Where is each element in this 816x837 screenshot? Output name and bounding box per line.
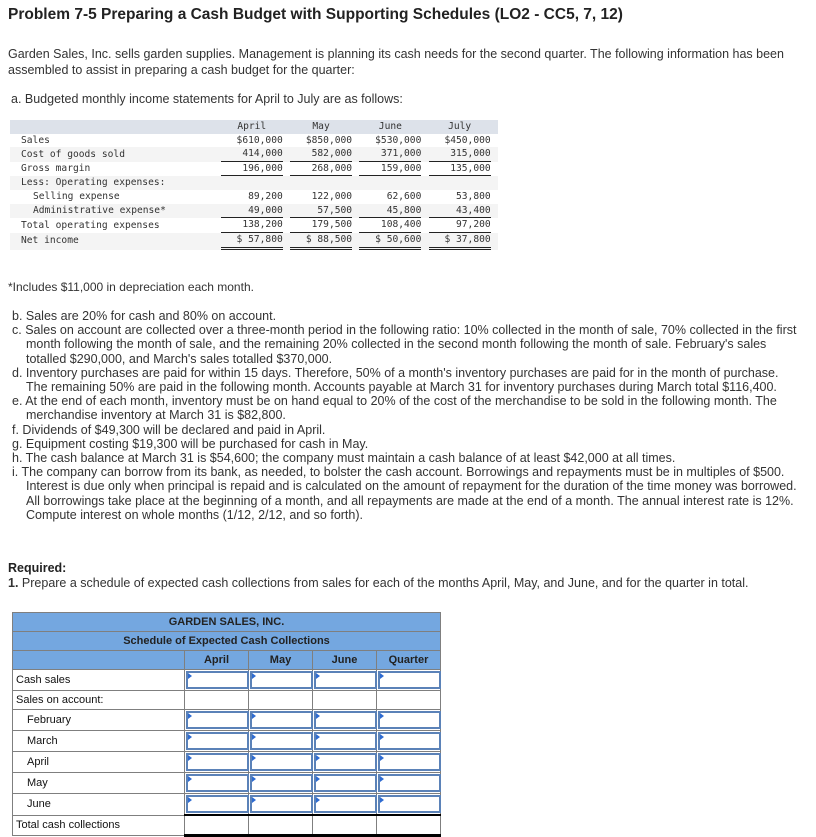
cell-value: $530,000 <box>375 134 422 146</box>
row-label: Administrative expense* <box>10 204 221 219</box>
cell-value: 53,800 <box>456 190 491 202</box>
april-may-input[interactable] <box>250 753 313 771</box>
table-row <box>10 190 498 204</box>
col-header: June <box>378 121 402 132</box>
schedule-title: Schedule of Expected Cash Collections <box>13 632 441 651</box>
table-row <box>10 218 498 233</box>
row-label: May <box>13 773 185 794</box>
row-label: Sales <box>21 134 50 146</box>
total-quarter-cell <box>377 815 441 836</box>
row-label: Cash sales <box>13 670 185 691</box>
income-statement-table <box>10 120 498 250</box>
cell-value: 371,000 <box>359 147 421 162</box>
february-april-input[interactable] <box>186 711 249 729</box>
cell-value: 414,000 <box>221 147 283 162</box>
item-i: i. The company can borrow from its bank, as needed, to bolster the cash account. Borrowings and repayments must be in multiples of $500. Interest is due only when principal is repaid and is calculated on the amount of repayment for the duration of the time money was borrowed. All borrowings take place at the beginning of a month, and all repayments are made at the end of a month. The annual interest rate is 12%. Compute interest on whole months (1/12, 2/12, and so forth). <box>12 465 797 522</box>
cell-value: 159,000 <box>359 162 421 177</box>
row-label: February <box>13 710 185 731</box>
table-row <box>13 670 441 691</box>
col-header: April <box>237 121 267 132</box>
cell-value: 196,000 <box>221 162 283 177</box>
cell-value: 179,500 <box>290 218 352 233</box>
col-header: May <box>312 121 330 132</box>
col-header-may: May <box>249 651 313 670</box>
schedule-company: GARDEN SALES, INC. <box>13 613 441 632</box>
cell-value: 57,500 <box>290 204 352 219</box>
cell-value: 268,000 <box>290 162 352 177</box>
march-june-input[interactable] <box>314 732 377 750</box>
march-may-input[interactable] <box>250 732 313 750</box>
cell-value: 315,000 <box>429 147 491 162</box>
march-april-input[interactable] <box>186 732 249 750</box>
june-april-input[interactable] <box>186 795 249 813</box>
table-row <box>13 752 441 773</box>
march-quarter-input[interactable] <box>378 732 441 750</box>
item-a-text: a. Budgeted monthly income statements for April to July are as follows: <box>11 92 403 106</box>
table-row-total <box>13 815 441 836</box>
intro-paragraph: Garden Sales, Inc. sells garden supplies. Management is planning its cash needs for the second quarter. The following information has been assembled to assist in preparing a cash budget for the quarter: <box>8 47 784 77</box>
item-h: h. The cash balance at March 31 is $54,600; the company must maintain a cash balance of at least $42,000 at all times. <box>12 451 676 466</box>
required-1-number: 1. <box>8 576 19 590</box>
february-may-input[interactable] <box>250 711 313 729</box>
item-c: c. Sales on account are collected over a three-month period in the following ratio: 10% collected in the month of sale, 70% collected in the first month following the month of sale, and the remaining 20% collected in the second month following the month of sale. February's sales totalled $290,000, and March's sales totalled $370,000. <box>12 323 797 366</box>
col-header-quarter: Quarter <box>377 651 441 670</box>
row-label: Cost of goods sold <box>10 147 221 162</box>
row-label: Selling expense <box>33 190 120 202</box>
page-title: Problem 7-5 Preparing a Cash Budget with Supporting Schedules (LO2 - CC5, 7, 12) <box>8 6 623 23</box>
row-label: Sales on account: <box>13 691 185 710</box>
cell-value: $850,000 <box>305 134 353 146</box>
cell-value: $ 57,800 <box>221 233 283 250</box>
total-may-cell <box>249 815 313 836</box>
problem-items-list <box>8 309 803 522</box>
table-row <box>10 147 498 162</box>
cell-value: 49,000 <box>221 204 283 219</box>
table-row <box>13 710 441 731</box>
schedule-column-header-row <box>13 651 441 670</box>
february-june-input[interactable] <box>314 711 377 729</box>
april-april-input[interactable] <box>186 753 249 771</box>
row-label: Total operating expenses <box>21 219 160 231</box>
required-1-text: Prepare a schedule of expected cash collections from sales for each of the months April, May, and June, and for the quarter in total. <box>18 576 749 590</box>
cell-value: 89,200 <box>248 190 283 202</box>
june-may-input[interactable] <box>250 795 313 813</box>
table-row <box>13 731 441 752</box>
may-april-input[interactable] <box>186 774 249 792</box>
row-label: April <box>13 752 185 773</box>
table-row <box>13 691 441 710</box>
cell-value: $ 37,800 <box>429 233 491 250</box>
required-1 <box>8 576 748 590</box>
may-may-input[interactable] <box>250 774 313 792</box>
table-row <box>13 794 441 816</box>
cell-value: 122,000 <box>311 190 353 202</box>
table-row <box>10 134 498 148</box>
may-june-input[interactable] <box>314 774 377 792</box>
item-b: b. Sales are 20% for cash and 80% on account. <box>12 309 277 323</box>
total-april-cell <box>185 815 249 836</box>
row-label: March <box>13 731 185 752</box>
required-heading: Required: <box>8 561 67 575</box>
income-statement-header-row <box>10 120 498 134</box>
june-june-input[interactable] <box>314 795 377 813</box>
item-g: g. Equipment costing $19,300 will be purchased for cash in May. <box>12 436 369 451</box>
cell-value: $ 88,500 <box>290 233 352 250</box>
schedule-title-row <box>13 632 441 651</box>
cell-value: 97,200 <box>429 218 491 233</box>
cell-value: 45,800 <box>359 204 421 219</box>
total-june-cell <box>313 815 377 836</box>
table-row <box>10 204 498 219</box>
cell-value: 43,400 <box>429 204 491 219</box>
cash-sales-june-input[interactable] <box>314 671 377 689</box>
item-d: d. Inventory purchases are paid for within 15 days. Therefore, 50% of a month's inventory purchases are paid for in the month of purchase. The remaining 50% are paid in the following month. Accounts payable at March 31 for inventory purchases during March total $116,400. <box>12 365 779 395</box>
cell-value: 135,000 <box>429 162 491 177</box>
cash-sales-quarter-input[interactable] <box>378 671 441 689</box>
row-label: June <box>13 794 185 816</box>
cell-value: 138,200 <box>221 218 283 233</box>
may-quarter-input[interactable] <box>378 774 441 792</box>
item-e: e. At the end of each month, inventory must be on hand equal to 20% of the cost of the merchandise to be sold in the following month. The merchandise inventory at March 31 is $82,800. <box>12 394 777 423</box>
cash-sales-april-input[interactable] <box>186 671 249 689</box>
cell-value: 582,000 <box>290 147 352 162</box>
cash-sales-may-input[interactable] <box>250 671 313 689</box>
col-header: July <box>448 121 472 132</box>
table-row <box>10 233 498 250</box>
april-june-input[interactable] <box>314 753 377 771</box>
schedule-company-row <box>13 613 441 632</box>
cell-value: $610,000 <box>236 134 283 146</box>
row-label: Net income <box>10 233 221 250</box>
cell-value: 108,400 <box>359 218 421 233</box>
table-row <box>10 176 498 190</box>
row-label: Gross margin <box>21 163 91 175</box>
cash-collections-schedule <box>12 612 441 837</box>
cell-value: 62,600 <box>386 190 422 202</box>
row-label: Less: Operating expenses: <box>10 176 221 190</box>
col-header-june: June <box>313 651 377 670</box>
cell-value: $ 50,600 <box>359 233 421 250</box>
february-quarter-input[interactable] <box>378 711 441 729</box>
april-quarter-input[interactable] <box>378 753 441 771</box>
june-quarter-input[interactable] <box>378 795 441 813</box>
col-header-april: April <box>185 651 249 670</box>
item-f: f. Dividends of $49,300 will be declared and paid in April. <box>12 422 326 437</box>
row-label: Total cash collections <box>13 815 185 836</box>
depreciation-footnote: *Includes $11,000 in depreciation each month. <box>8 280 254 294</box>
table-row <box>13 773 441 794</box>
table-row <box>10 162 498 177</box>
cell-value: $450,000 <box>444 134 491 146</box>
